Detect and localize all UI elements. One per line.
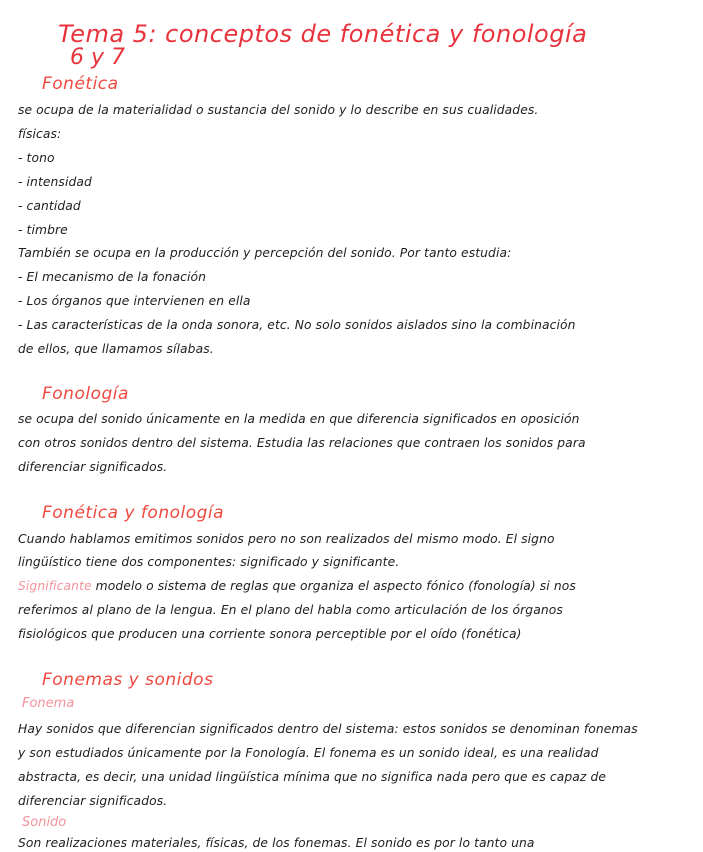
fonologia-line-2: con otros sonidos dentro del sistema. Estudia las relaciones que contraen los sonidos para [18,436,586,450]
heading-fonemas-y-sonidos: Fonemas y sonidos [42,670,214,690]
heading-fonologia: Fonología [42,384,129,404]
heading-fonetica-y-fonologia: Fonética y fonología [42,503,225,523]
fonema-line-3: abstracta, es decir, una unidad lingüística mínima que no significa nada pero que es capaz de [18,770,607,784]
fonetica-line-6: - timbre [18,223,68,237]
heading-fonetica: Fonética [42,74,119,94]
fonetica-line-10: - Las características de la onda sonora, etc. No solo sonidos aislados sino la combinación [18,318,576,332]
ff-line-3 [18,577,576,595]
ff-line-4: referimos al plano de la lengua. En el plano del habla como articulación de los órganos [18,603,563,617]
fonetica-line-8: - El mecanismo de la fonación [18,270,207,284]
fonema-line-4: diferenciar significados. [18,794,168,808]
fonetica-line-5: - cantidad [18,199,81,213]
fonologia-line-1: se ocupa del sonido únicamente en la medida en que diferencia significados en oposición [18,412,580,426]
fonetica-line-4: - intensidad [18,175,92,189]
fonetica-line-7: También se ocupa en la producción y percepción del sonido. Por tanto estudia: [18,246,512,260]
fonema-line-2: y son estudiados únicamente por la Fonología. El fonema es un sonido ideal, es una realidad [18,746,599,760]
ff-line-5: fisiológicos que producen una corriente sonora perceptible por el oído (fonética) [18,627,522,641]
fonema-line-1: Hay sonidos que diferencian significados dentro del sistema: estos sonidos se denominan fonemas [18,722,638,736]
fonologia-line-3: diferenciar significados. [18,460,168,474]
fonetica-line-3: - tono [18,151,55,165]
ff-line-2: lingüístico tiene dos componentes: significado y significante. [18,555,400,569]
subheading-sonido: Sonido [22,815,67,830]
page-title: Tema 5: conceptos de fonética y fonología [58,20,588,48]
fonetica-line-1: se ocupa de la materialidad o sustancia del sonido y lo describe en sus cualidades. [18,103,539,117]
significante-text: modelo o sistema de reglas que organiza el aspecto fónico (fonología) si nos [91,579,576,593]
significante-label: Significante [18,579,92,593]
fonetica-line-11: de ellos, que llamamos sílabas. [18,342,214,356]
subheading-fonema: Fonema [22,696,75,711]
sonido-line-1: Son realizaciones materiales, físicas, de los fonemas. El sonido es por lo tanto una [18,836,535,850]
page-title-subline: 6 y 7 [70,45,125,70]
fonetica-line-9: - Los órganos que intervienen en ella [18,294,251,308]
ff-line-1: Cuando hablamos emitimos sonidos pero no son realizados del mismo modo. El signo [18,532,555,546]
fonetica-line-2: físicas: [18,127,62,141]
